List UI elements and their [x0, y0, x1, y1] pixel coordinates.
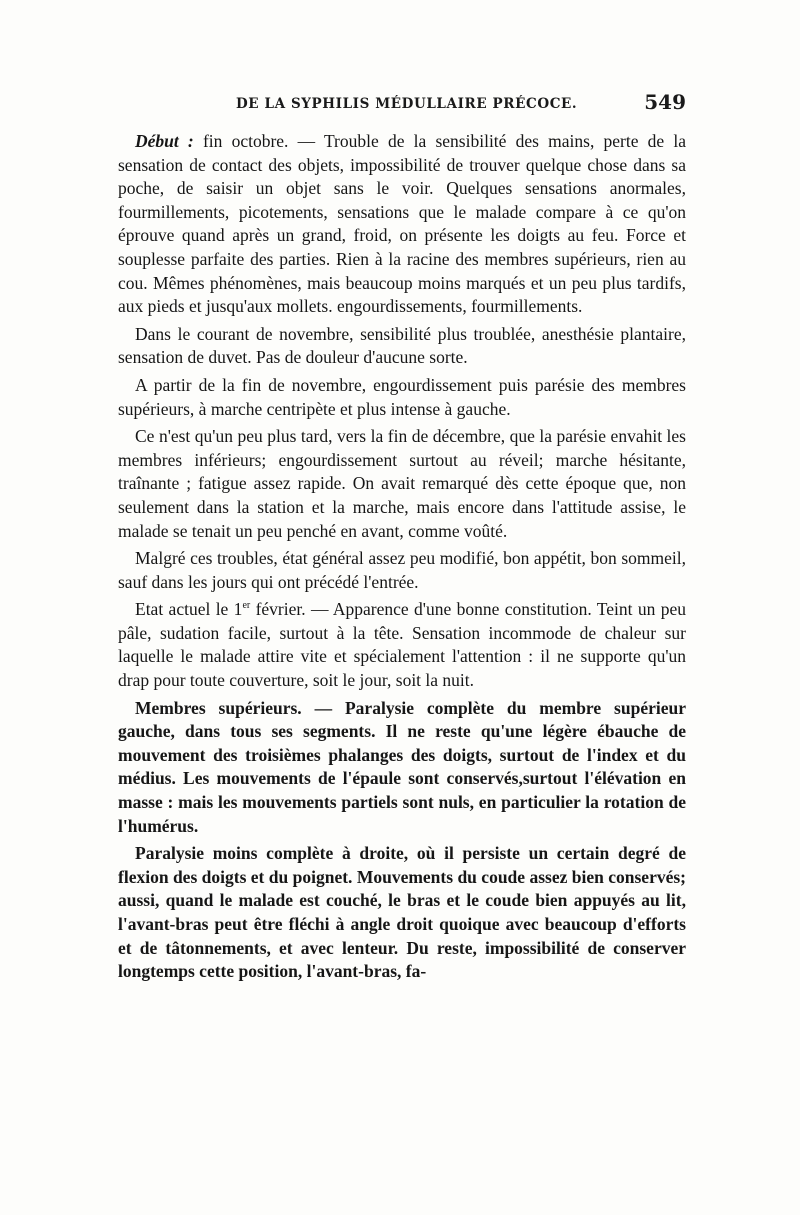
paragraph-lead: Début :	[135, 131, 194, 151]
paragraph-novembre	[118, 323, 686, 370]
paragraph-text: Paralysie moins complète à droite, où il persiste un certain degré de flexion des doigts et du poignet. Mouvements du coude assez bien conservés; aussi, quand le malade est couché, le bras et le coude bien appuyés au lit, l'avant-bras peut être fléchi à angle droit quoique avec beaucoup d'efforts et de tâtonnements, et avec lenteur. Du reste, impossibilité de conserver longtemps cette position, l'avant-bras, fa-	[118, 843, 686, 982]
paragraph-text: Malgré ces troubles, état général assez peu modifié, bon appétit, bon sommeil, sauf dans les jours qui ont précédé l'entrée.	[118, 548, 686, 592]
paragraph-decembre	[118, 425, 686, 543]
body-text	[118, 130, 686, 988]
paragraph-text: Membres supérieurs. — Paralysie complète du membre supérieur gauche, dans tous ses segments. Il ne reste qu'une légère ébauche de mouvement des troisièmes phalanges des doigts, surtout de l'index et du médius. Les mouvements de l'épaule sont conservés,surtout l'élévation en masse : mais les mouvements partiels sont nuls, en particulier la rotation de l'humérus.	[118, 697, 686, 836]
paragraph-text: février. — Apparence d'une bonne constitution. Teint un peu pâle, sudation facile, surtout à la tête. Sensation incommode de chaleur sur laquelle le malade attire vite et spécialement l'attention : il ne supporte qu'un drap pour toute couverture, soit le jour, soit la nuit.	[118, 599, 686, 691]
paragraph-etat-actuel	[118, 598, 686, 692]
superscript: er	[242, 600, 251, 612]
paragraph-text: Dans le courant de novembre, sensibilité plus troublée, anesthésie plantaire, sensation de duvet. Pas de douleur d'aucune sorte.	[118, 323, 686, 368]
paragraph-paralysie-droite	[118, 842, 686, 984]
page-number: 549	[644, 90, 686, 114]
page-header	[118, 90, 686, 120]
paragraph-lead: Etat actuel le 1	[135, 599, 243, 620]
paragraph-etat-general	[118, 547, 686, 594]
paragraph-text: A partir de la fin de novembre, engourdissement puis parésie des membres supérieurs, à marche centripète et plus intense à gauche.	[118, 374, 686, 419]
paragraph-membres-superieurs	[118, 697, 686, 839]
running-title: DE LA SYPHILIS MÉDULLAIRE PRÉCOCE.	[236, 96, 578, 112]
paragraph-fin-novembre	[118, 374, 686, 421]
paragraph-text: fin octobre. — Trouble de la sensibilité des mains, perte de la sensation de contact des objets, impossibilité de trouver quelque chose dans sa poche, de saisir un objet sans le voir. Quelques sensations anormales, fourmillements, picotements, sensations que le malade compare à ce qu'on éprouve quand après un grand, froid, on présente les doigts au feu. Force et souplesse parfaite des parties. Rien à la racine des membres supérieurs, rien au cou. Mêmes phénomènes, mais beaucoup moins marqués et un peu plus tardifs, aux pieds et jusqu'aux mollets. engourdissements, fourmillements.	[118, 131, 686, 317]
paragraph-text: Ce n'est qu'un peu plus tard, vers la fin de décembre, que la parésie envahit les membres inférieurs; engourdissement surtout au réveil; marche hésitante, traînante ; fatigue assez rapide. On avait remarqué dès cette époque que, non seulement dans la station et la marche, mais encore dans l'attitude assise, le malade se tenait un peu penché en avant, comme voûté.	[118, 426, 686, 541]
paragraph-debut	[118, 130, 686, 319]
